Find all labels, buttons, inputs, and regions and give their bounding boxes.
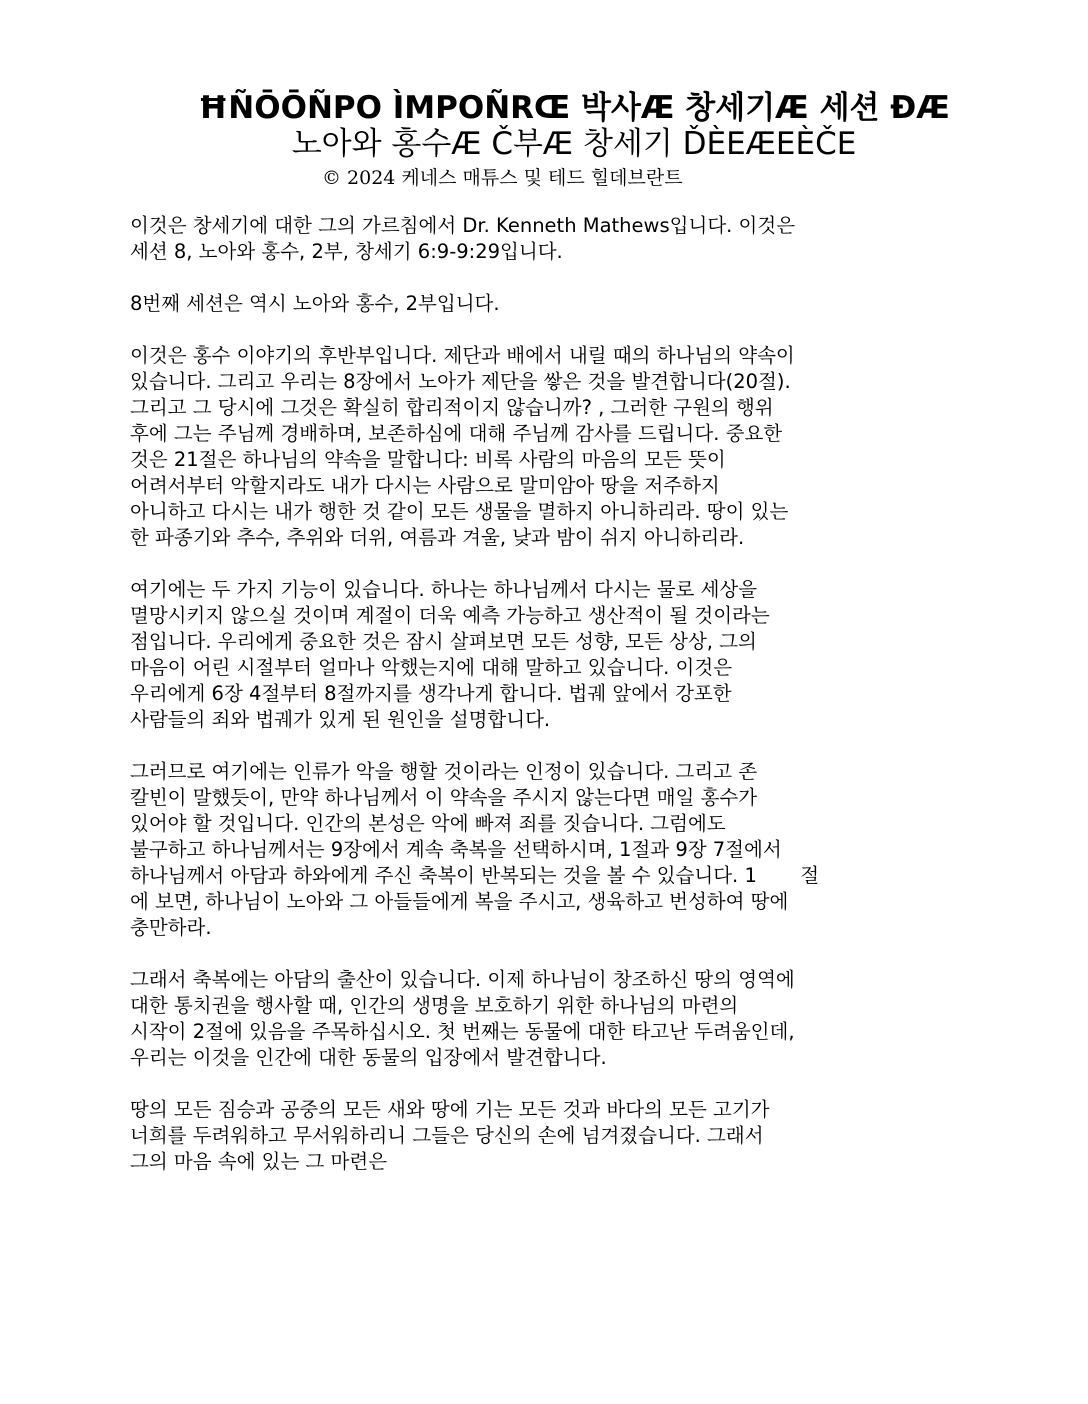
paragraph-7 xyxy=(130,1097,930,1175)
paragraph-5 xyxy=(130,759,930,941)
text-line: 그래서 축복에는 아담의 출산이 있습니다. 이제 하나님이 창조하신 땅의 영역에 xyxy=(130,968,795,991)
text-line: 너희를 두려워하고 무서워하리니 그들은 당신의 손에 넘겨졌습니다. 그래서 xyxy=(130,1124,764,1147)
text-line: 멸망시키지 않으실 것이며 계절이 더욱 예측 가능하고 생산적이 될 것이라는 xyxy=(130,604,770,627)
title-line-2: 노아와 홍수Æ Č부Æ 창세기 ĎÈEÆEÈČE xyxy=(291,126,857,162)
text-line: 한 파종기와 추수, 추위와 더위, 여름과 겨울, 낮과 밤이 쉬지 아니하리라. xyxy=(130,526,745,549)
text-line: 이것은 창세기에 대한 그의 가르침에서 Dr. Kenneth Mathews입니다. 이것은 xyxy=(130,214,796,237)
text-line: 사람들의 죄와 법궤가 있게 된 원인을 설명합니다. xyxy=(130,708,551,731)
paragraph-3 xyxy=(130,343,930,551)
text-line: 어려서부터 악할지라도 내가 다시는 사람으로 말미암아 땅을 저주하지 xyxy=(130,474,720,497)
copyright-notice: © 2024 케네스 매튜스 및 테드 힐데브란트 xyxy=(322,167,683,189)
text-line: 시작이 2절에 있음을 주목하십시오. 첫 번째는 동물에 대한 타고난 두려움인데, xyxy=(130,1020,795,1043)
text-line: 세션 8, 노아와 홍수, 2부, 창세기 6:9-9:29입니다. xyxy=(130,240,563,263)
paragraph-1 xyxy=(130,213,930,265)
text-line: 이것은 홍수 이야기의 후반부입니다. 제단과 배에서 내릴 때의 하나님의 약속이 xyxy=(130,344,795,367)
text-line: 충만하라. xyxy=(130,916,212,939)
text-line: 마음이 어린 시절부터 얼마나 악했는지에 대해 말하고 있습니다. 이것은 xyxy=(130,656,733,679)
text-line: 칼빈이 말했듯이, 만약 하나님께서 이 약속을 주시지 않는다면 매일 홍수가 xyxy=(130,786,758,809)
text-line: 대한 통치권을 행사할 때, 인간의 생명을 보호하기 위한 하나님의 마련의 xyxy=(130,994,739,1017)
text-line: 8번째 세션은 역시 노아와 홍수, 2부입니다. xyxy=(130,292,500,315)
text-line: 우리에게 6장 4절부터 8절까지를 생각나게 합니다. 법궤 앞에서 강포한 xyxy=(130,682,732,705)
text-line: 에 보면, 하나님이 노아와 그 아들들에게 복을 주시고, 생육하고 번성하여 땅에 xyxy=(130,890,789,913)
document-title xyxy=(0,90,1088,162)
paragraph-4 xyxy=(130,577,930,733)
text-line: 있습니다. 그리고 우리는 8장에서 노아가 제단을 쌓은 것을 발견합니다(20절). xyxy=(130,370,791,393)
document-body xyxy=(130,213,930,1201)
title-line-1: ĦÑŌŌÑPO ÌMPOÑRŒ 박사Æ 창세기Æ 세션 ĐÆ xyxy=(198,90,950,126)
text-line: 땅의 모든 짐승과 공중의 모든 새와 땅에 기는 모든 것과 바다의 모든 고기가 xyxy=(130,1098,770,1121)
paragraph-6 xyxy=(130,967,930,1071)
text-line: 아니하고 다시는 내가 행한 것 같이 모든 생물을 멸하지 아니하리라. 땅이 있는 xyxy=(130,500,789,523)
text-line: 우리는 이것을 인간에 대한 동물의 입장에서 발견합니다. xyxy=(130,1046,607,1069)
text-line: 불구하고 하나님께서는 9장에서 계속 축복을 선택하시며, 1절과 9장 7절에서 xyxy=(130,838,782,861)
text-line: 그리고 그 당시에 그것은 확실히 합리적이지 않습니까? , 그러한 구원의 행위 xyxy=(130,396,774,419)
text-line: 점입니다. 우리에게 중요한 것은 잠시 살펴보면 모든 성향, 모든 상상, 그의 xyxy=(130,630,757,653)
text-line: 후에 그는 주님께 경배하며, 보존하심에 대해 주님께 감사를 드립니다. 중요한 xyxy=(130,422,783,445)
text-line: 있어야 할 것입니다. 인간의 본성은 악에 빠져 죄를 짓습니다. 그럼에도 xyxy=(130,812,726,835)
text-line: 그러므로 여기에는 인류가 악을 행할 것이라는 인정이 있습니다. 그리고 존 xyxy=(130,760,758,783)
text-line: 하나님께서 아담과 하와에게 주신 축복이 반복되는 것을 볼 수 있습니다. 1 절 xyxy=(130,864,820,887)
text-line: 것은 21절은 하나님의 약속을 말합니다: 비록 사람의 마음의 모든 뜻이 xyxy=(130,448,726,471)
text-line: 그의 마음 속에 있는 그 마련은 xyxy=(130,1150,388,1173)
paragraph-2 xyxy=(130,291,930,317)
text-line: 여기에는 두 가지 기능이 있습니다. 하나는 하나님께서 다시는 물로 세상을 xyxy=(130,578,758,601)
